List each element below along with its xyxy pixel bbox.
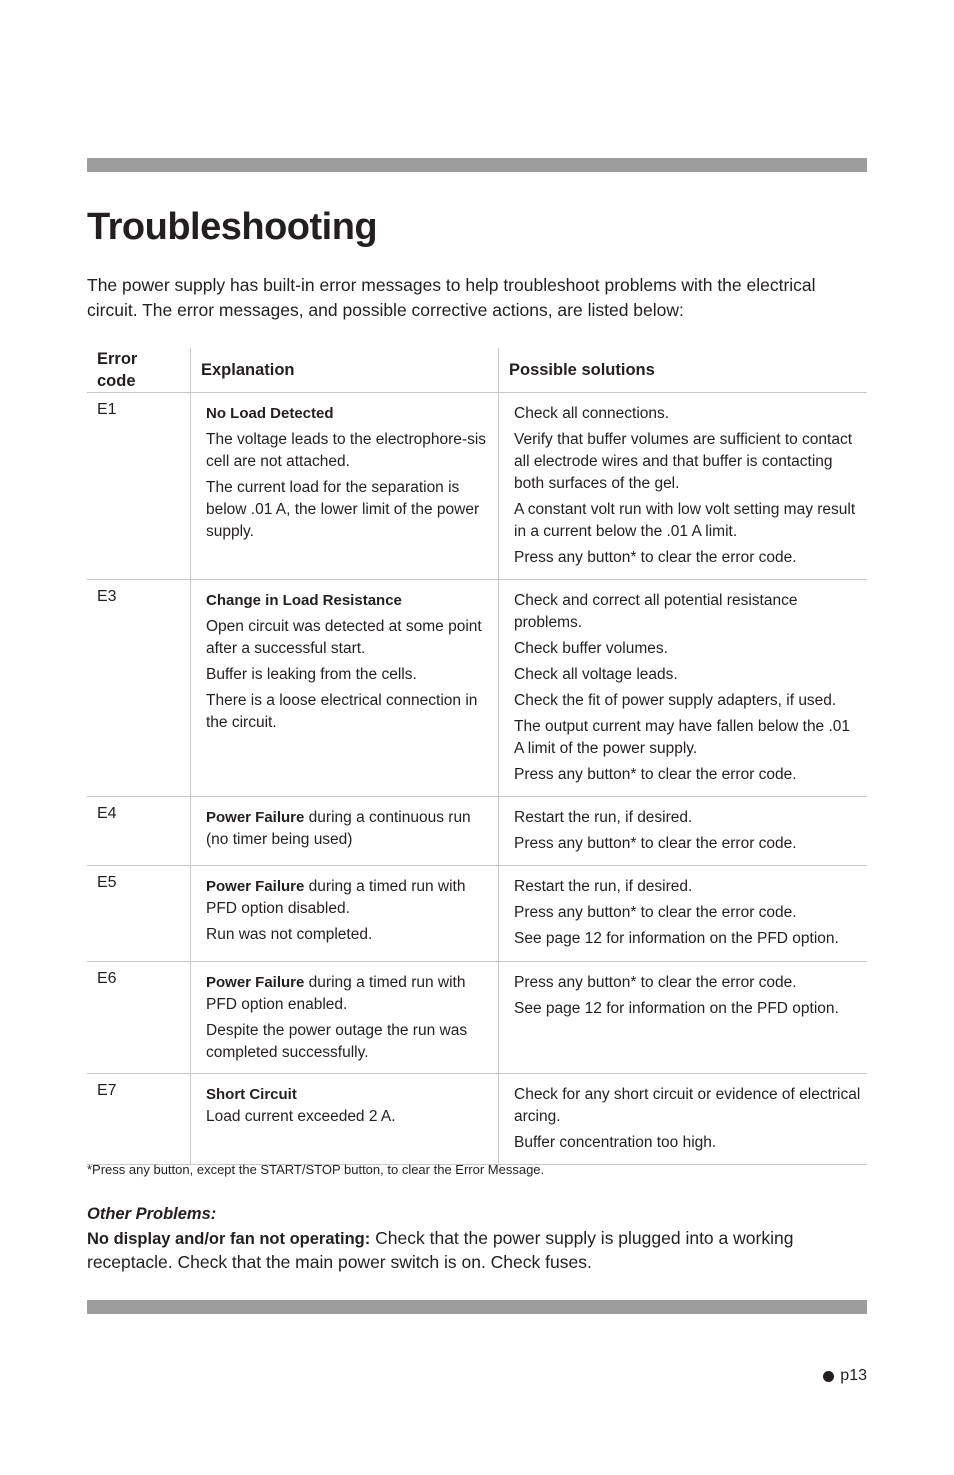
solutions-cell [499, 962, 868, 1074]
page-number [823, 1367, 867, 1385]
solution-line: See page 12 for information on the PFD option. [514, 1000, 839, 1017]
explanation-cell [191, 962, 499, 1074]
explanation-cell [191, 866, 499, 962]
explanation-line: The voltage leads to the electrophore-sis cell are not attached. [206, 431, 487, 470]
other-problems-text [87, 1227, 867, 1274]
solutions-cell [499, 580, 868, 797]
explanation-line: Run was not completed. [206, 926, 373, 943]
solution-line: Check and correct all potential resistance problems. [514, 592, 798, 631]
header-explanation: Explanation [191, 348, 499, 393]
solution-line: Check all connections. [514, 405, 670, 422]
error-code: E5 [87, 866, 191, 962]
solution-line: Press any button* to clear the error code. [514, 835, 797, 852]
explanation-cell [191, 580, 499, 797]
explanation-line: Buffer is leaking from the cells. [206, 666, 417, 683]
table-header-row [87, 348, 867, 393]
solution-line: Press any button* to clear the error code. [514, 904, 797, 921]
error-title-suffix: during a continuous run (no timer being used) [206, 809, 471, 848]
error-title: Power Failure [206, 809, 305, 826]
solution-line: See page 12 for information on the PFD option. [514, 930, 839, 947]
explanation-cell [191, 393, 499, 580]
error-title-suffix: during a timed run with PFD option disabled. [206, 878, 466, 917]
error-code: E3 [87, 580, 191, 797]
other-problems-lead: No display and/or fan not operating: [87, 1230, 371, 1248]
solution-line: Restart the run, if desired. [514, 809, 693, 826]
table-row [87, 393, 867, 580]
footnote: *Press any button, except the START/STOP button, to clear the Error Message. [87, 1162, 545, 1177]
header-possible-solutions: Possible solutions [499, 348, 868, 393]
bullet-icon [823, 1371, 834, 1382]
solution-line: Verify that buffer volumes are sufficient to contact all electrode wires and that buffer is contacting both surfaces of the gel. [514, 431, 853, 492]
top-rule [87, 158, 867, 172]
error-code: E6 [87, 962, 191, 1074]
solution-line: Buffer concentration too high. [514, 1134, 717, 1151]
error-code: E1 [87, 393, 191, 580]
explanation-line: There is a loose electrical connection in the circuit. [206, 692, 478, 731]
error-code: E4 [87, 797, 191, 866]
error-code: E7 [87, 1074, 191, 1165]
explanation-line: Load current exceeded 2 A. [206, 1108, 396, 1125]
error-title: Short Circuit [206, 1086, 297, 1103]
error-title-suffix: during a timed run with PFD option enabled. [206, 974, 466, 1013]
table-row [87, 962, 867, 1074]
bottom-rule [87, 1300, 867, 1314]
explanation-line: Open circuit was detected at some point after a successful start. [206, 618, 482, 657]
solution-line: The output current may have fallen below the .01 A limit of the power supply. [514, 718, 851, 757]
solution-line: Check for any short circuit or evidence of electrical arcing. [514, 1086, 861, 1125]
explanation-cell [191, 1074, 499, 1165]
intro-paragraph: The power supply has built-in error messages to help troubleshoot problems with the electrical circuit. The error messages, and possible corrective actions, are listed below: [87, 275, 816, 320]
solution-line: Press any button* to clear the error code. [514, 974, 797, 991]
solution-line: Press any button* to clear the error code. [514, 549, 797, 566]
solution-line: A constant volt run with low volt setting may result in a current below the .01 A limit. [514, 501, 856, 540]
solutions-cell [499, 393, 868, 580]
explanation-line: The current load for the separation is below .01 A, the lower limit of the power supply. [206, 479, 480, 540]
page-number-label: p13 [840, 1367, 867, 1384]
other-problems-heading: Other Problems: [87, 1205, 217, 1223]
explanation-line: Despite the power outage the run was completed successfully. [206, 1022, 468, 1061]
solution-line: Check the fit of power supply adapters, if used. [514, 692, 837, 709]
page-title: Troubleshooting [87, 206, 378, 248]
solution-line: Press any button* to clear the error code. [514, 766, 797, 783]
error-title: Power Failure [206, 878, 305, 895]
solution-line: Restart the run, if desired. [514, 878, 693, 895]
error-title: No Load Detected [206, 405, 334, 422]
solutions-cell [499, 797, 868, 866]
table-row [87, 580, 867, 797]
solution-line: Check all voltage leads. [514, 666, 678, 683]
error-title: Change in Load Resistance [206, 592, 402, 609]
error-title: Power Failure [206, 974, 305, 991]
solutions-cell [499, 866, 868, 962]
other-problems-body: Check that the power supply is plugged into a working receptacle. Check that the main power switch is on. Check fuses. [87, 1228, 794, 1272]
solution-line: Check buffer volumes. [514, 640, 668, 657]
explanation-cell [191, 797, 499, 866]
solutions-cell [499, 1074, 868, 1165]
header-error-code: Error code [87, 348, 191, 393]
error-table [87, 348, 867, 1165]
table-row [87, 797, 867, 866]
table-row [87, 1074, 867, 1165]
table-row [87, 866, 867, 962]
